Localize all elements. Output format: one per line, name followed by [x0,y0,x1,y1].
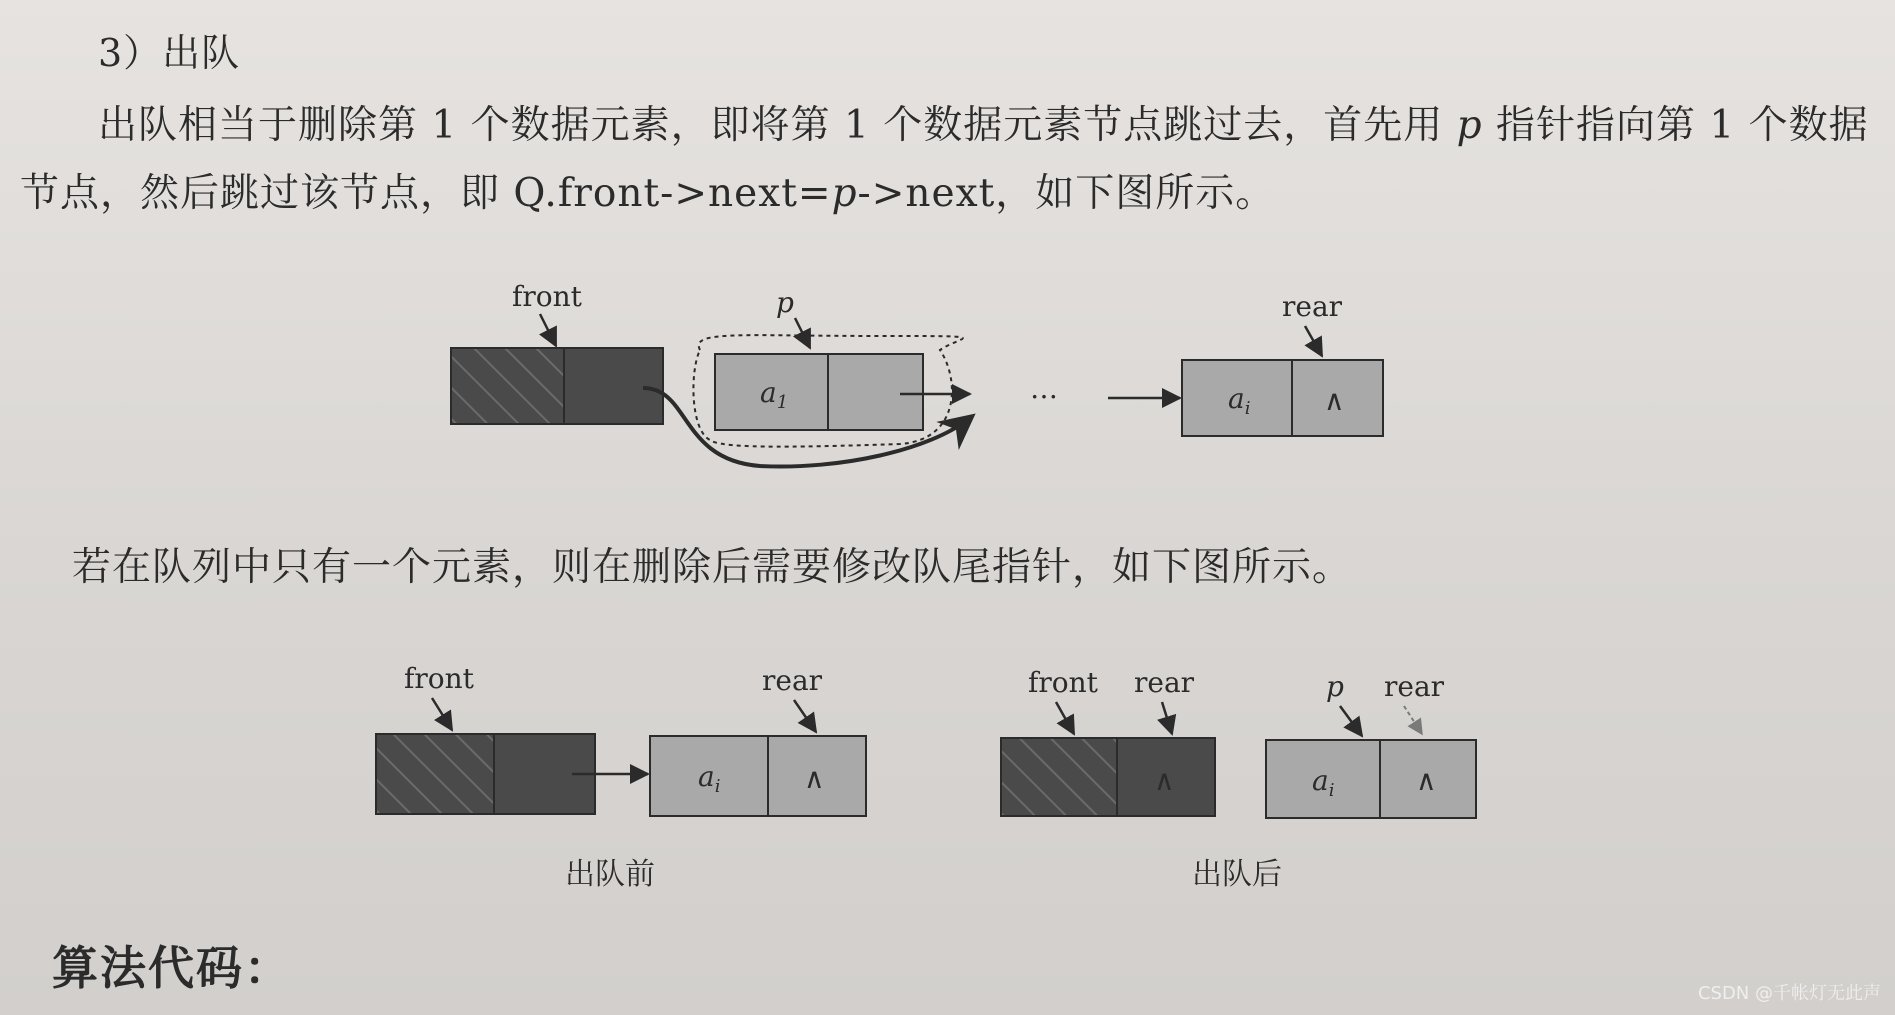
figure-single-element-after [1001,666,1476,892]
pointer-p-italic: p [1456,103,1483,148]
before-rear-arrow [794,700,816,732]
before-caption: 出队前 [565,857,655,892]
paragraph-single-element: 若在队列中只有一个元素，则在删除后需要修改队尾指针，如下图所示。 [72,545,1353,590]
rear-label: rear [1282,290,1343,323]
ellipsis: … [1030,372,1058,405]
front-label: front [512,280,582,313]
p-pointer-arrow [795,318,810,348]
para-text-3: ->next，如下图所示。 [857,171,1276,216]
head-node-data-field [451,348,564,424]
p-label: p [776,286,794,319]
null-pointer-symbol: ∧ [1324,384,1345,417]
after-old-rear-label: rear [1384,670,1445,703]
after-head-null-symbol: ∧ [1154,764,1175,797]
last-node-value: $a_i$ [1228,382,1251,419]
before-front-label: front [404,662,474,695]
algorithm-code-heading: 算法代码： [52,941,292,995]
after-node-value: $a_i$ [1312,764,1335,801]
para-text-2: 指针指向第 1 个数据节点，然后跳过该节点，即 Q.front->next= [20,103,1869,216]
first-node-next-field [828,354,923,430]
after-front-label: front [1028,666,1098,699]
para-text-1: 出队相当于删除第 1 个数据元素，即将第 1 个数据元素节点跳过去，首先用 [98,103,1457,148]
after-null-symbol: ∧ [1416,764,1437,797]
after-old-rear-arrow [1404,706,1422,734]
before-null-symbol: ∧ [804,762,825,795]
after-head-data-field [1001,738,1117,816]
before-front-arrow [432,698,452,730]
before-rear-label: rear [762,664,823,697]
pointer-p-italic: p [831,171,858,216]
watermark: CSDN @千帐灯无此声 [1697,983,1881,1004]
before-node-value: $a_i$ [698,760,721,797]
section-title: 3）出队 [98,31,241,75]
head-node-next-field [564,348,663,424]
after-p-arrow [1340,706,1362,736]
after-front-arrow [1056,702,1074,734]
last-data-node [1182,360,1383,436]
head-node [451,348,663,424]
after-rear-arrow [1162,702,1172,734]
figure-single-element-before [376,662,866,892]
after-p-label: p [1326,670,1344,703]
after-rear-label: rear [1134,666,1195,699]
after-caption: 出队后 [1192,857,1282,892]
first-node-value: $a_1$ [760,376,789,413]
first-data-node [715,354,923,430]
rear-pointer-arrow [1305,326,1322,356]
before-head-data-field [376,734,494,814]
front-pointer-arrow [540,314,556,346]
figure-dequeue-general [451,280,1383,467]
